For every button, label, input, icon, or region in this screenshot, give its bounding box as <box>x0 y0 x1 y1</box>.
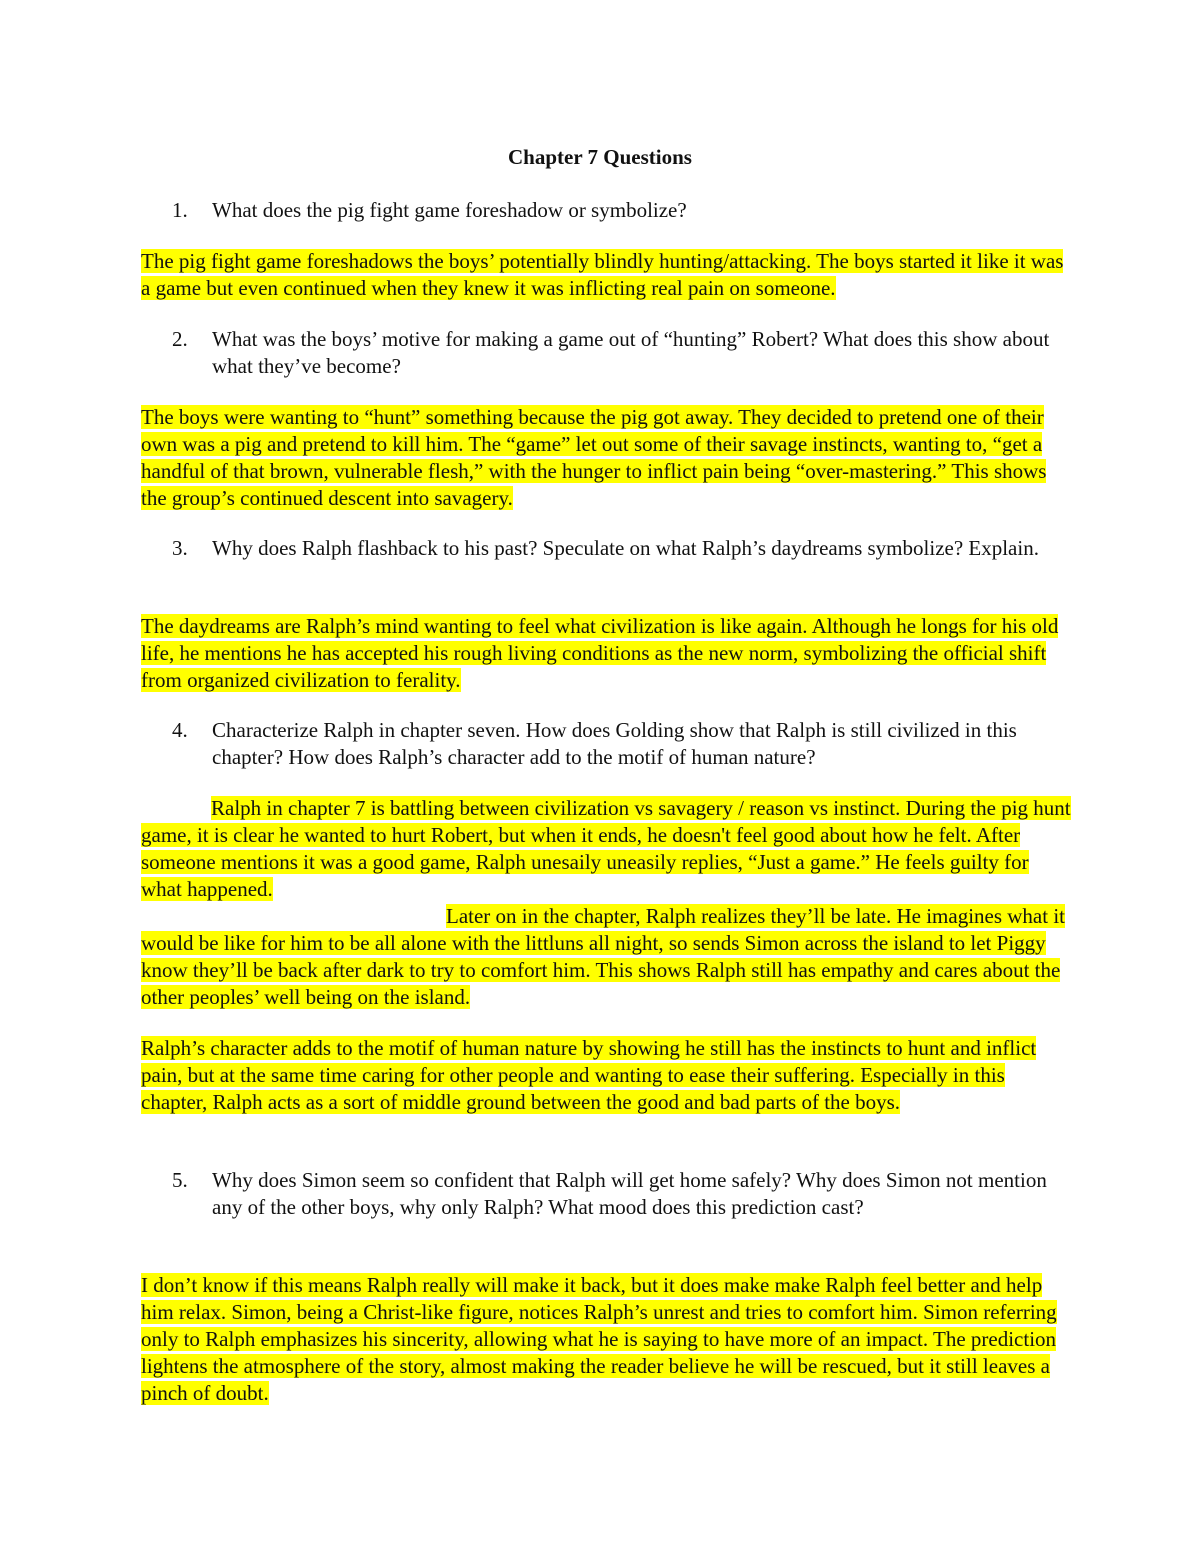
answer-4-part-3 <box>141 1035 1071 1116</box>
highlighted-answer: The daydreams are Ralph’s mind wanting to feel what civilization is like again. Although he longs for his old life, he mentions he has accepted his rough living conditions as the new norm, symbolizing the official shift from organized civilization to ferality. <box>141 614 1059 692</box>
question-text: Characterize Ralph in chapter seven. How does Golding show that Ralph is still civilized in this chapter? How does Ralph’s character add to the motif of human nature? <box>212 718 1017 769</box>
answer-3 <box>141 613 1071 694</box>
highlighted-answer: Later on in the chapter, Ralph realizes they’ll be late. He imagines what it would be like for him to be all alone with the littluns all night, so sends Simon across the island to let Piggy know they’ll be back after dark to try to comfort him. This shows Ralph still has empathy and cares about the other peoples’ well being on the island. <box>141 904 1066 1009</box>
page-title: Chapter 7 Questions <box>508 145 692 169</box>
question-number: 5. <box>172 1168 188 1192</box>
question-number: 3. <box>172 536 188 560</box>
answer-4-part-1 <box>141 795 1071 903</box>
question-3 <box>172 535 1072 562</box>
highlighted-answer: I don’t know if this means Ralph really will make it back, but it does make make Ralph feel better and help him relax. Simon, being a Christ-like figure, notices Ralph’s unrest and tries to comfort him. Simon referring only to Ralph emphasizes his sincerity, allowing what he is saying to have more of an impact. The prediction lightens the atmosphere of the story, almost making the reader believe he will be rescued, but it still leaves a pinch of doubt. <box>141 1273 1057 1405</box>
question-text: Why does Ralph flashback to his past? Speculate on what Ralph’s daydreams symbolize? Explain. <box>212 536 1039 560</box>
answer-2 <box>141 404 1071 512</box>
question-number: 4. <box>172 718 188 742</box>
highlighted-answer: The boys were wanting to “hunt” something because the pig got away. They decided to pretend one of their own was a pig and pretend to kill him. The “game” let out some of their savage instincts, wanting to, “get a handful of that brown, vulnerable flesh,” with the hunger to inflict pain being “over-mastering.” This shows the group’s continued descent into savagery. <box>141 405 1047 510</box>
question-5 <box>172 1167 1072 1221</box>
question-number: 2. <box>172 327 188 351</box>
answer-4-part-2 <box>141 903 1071 1011</box>
question-text: Why does Simon seem so confident that Ralph will get home safely? Why does Simon not mention any of the other boys, why only Ralph? What mood does this prediction cast? <box>212 1168 1047 1219</box>
highlighted-answer: The pig fight game foreshadows the boys’ potentially blindly hunting/attacking. The boys started it like it was a game but even continued when they knew it was inflicting real pain on someone. <box>141 249 1064 300</box>
question-text: What was the boys’ motive for making a game out of “hunting” Robert? What does this show about what they’ve become? <box>212 327 1050 378</box>
answer-1 <box>141 248 1071 302</box>
question-2 <box>172 326 1072 380</box>
question-4 <box>172 717 1072 771</box>
question-number: 1. <box>172 198 188 222</box>
question-text: What does the pig fight game foreshadow or symbolize? <box>212 198 687 222</box>
highlighted-answer: Ralph’s character adds to the motif of human nature by showing he still has the instincts to hunt and inflict pain, but at the same time caring for other people and wanting to ease their suffering. Especially in this chapter, Ralph acts as a sort of middle ground between the good and bad parts of the boys. <box>141 1036 1037 1114</box>
highlighted-answer: Ralph in chapter 7 is battling between civilization vs savagery / reason vs instinct. During the pig hunt game, it is clear he wanted to hurt Robert, but when it ends, he doesn't feel good about how he felt. After someone mentions it was a good game, Ralph unesaily uneasily replies, “Just a game.” He feels guilty for what happened. <box>141 796 1071 901</box>
answer-5 <box>141 1272 1071 1407</box>
question-1 <box>172 197 1072 224</box>
